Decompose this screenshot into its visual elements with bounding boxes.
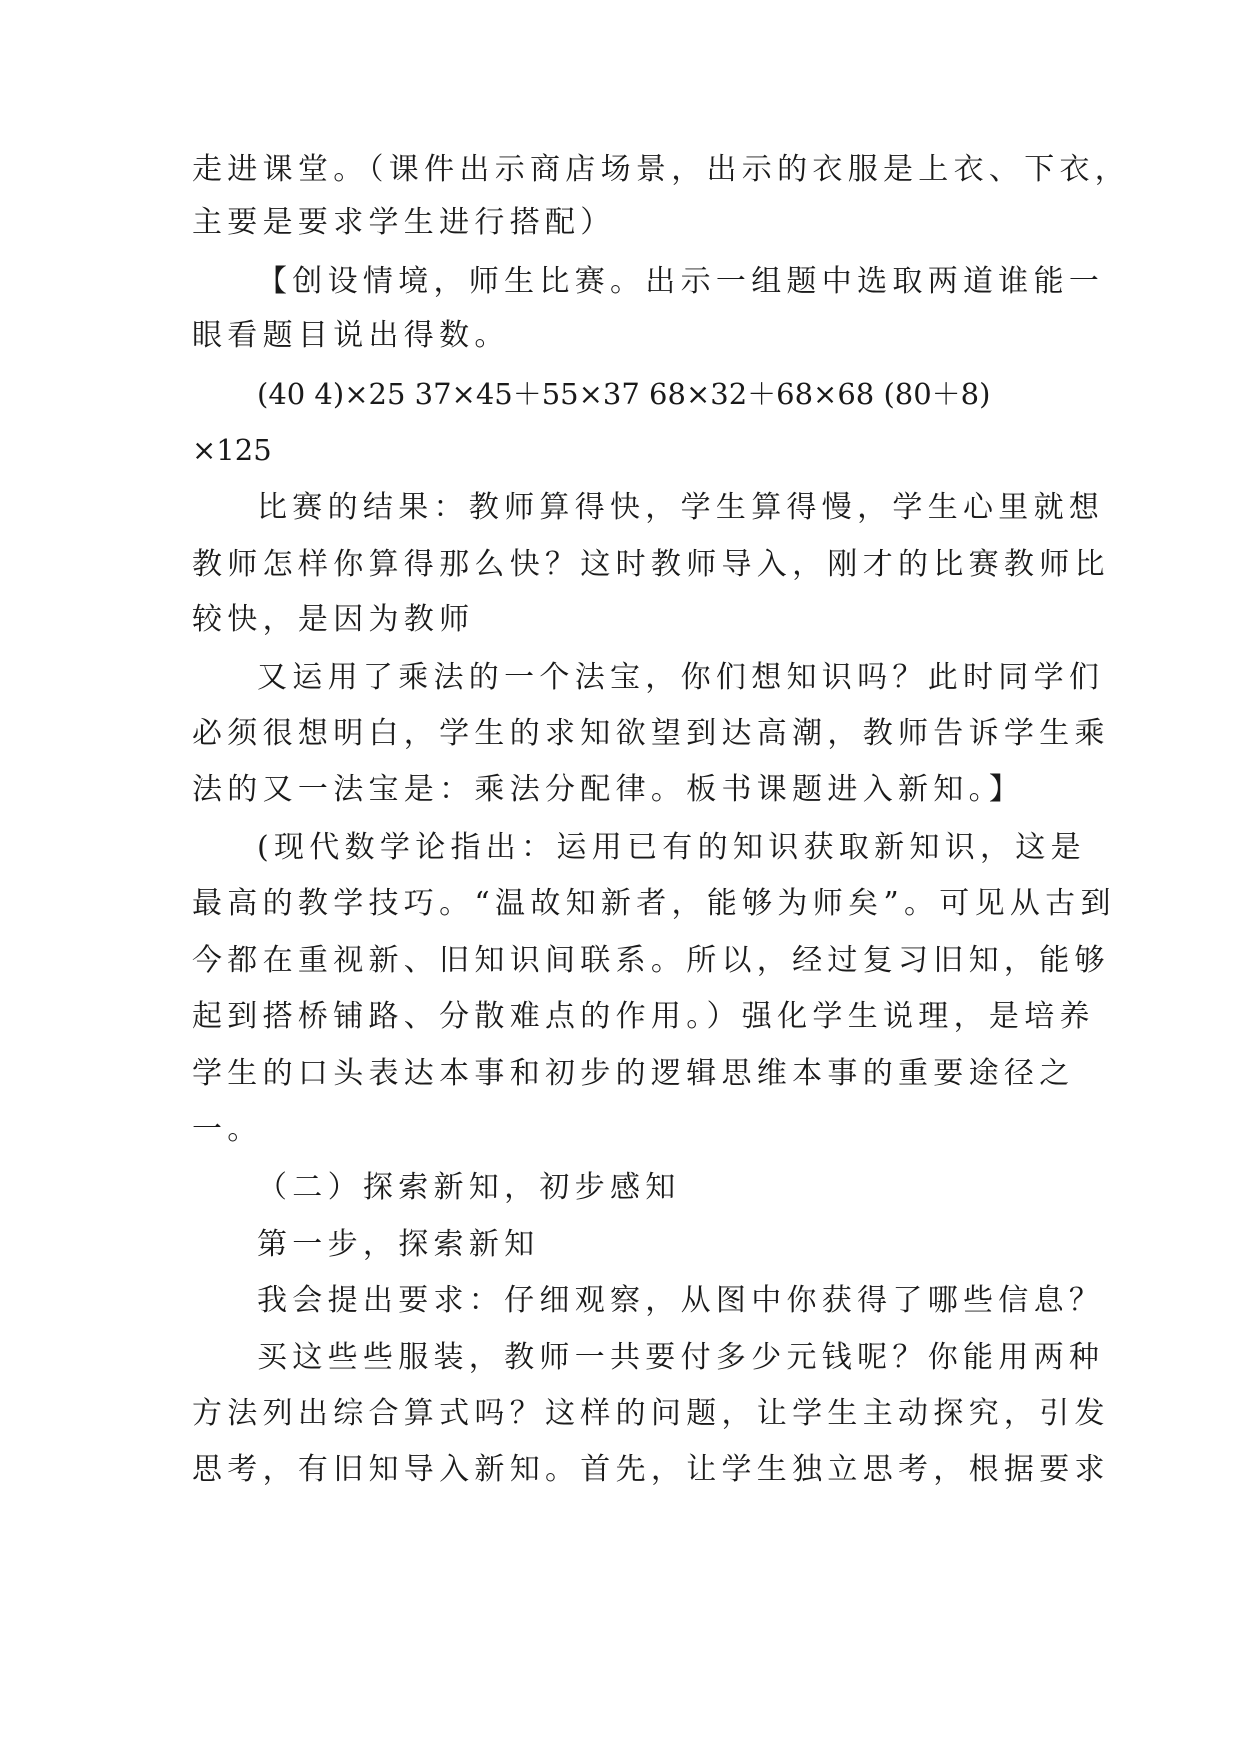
text-line: 较快，是因为教师 xyxy=(192,602,475,637)
section-heading: （二）探索新知，初步感知 xyxy=(257,1170,681,1205)
text-line: 又运用了乘法的一个法宝，你们想知识吗？此时同学们 xyxy=(257,660,1105,695)
text-line: 今都在重视新、旧知识间联系。所以，经过复习旧知，能够 xyxy=(192,943,1110,978)
text-line: 主要是要求学生进行搭配） xyxy=(192,205,616,240)
formula-line: (40 4)×25 37×45＋55×37 68×32＋68×68 (80＋8) xyxy=(257,377,991,411)
text-line: (现代数学论指出：运用已有的知识获取新知识，这是 xyxy=(257,830,1086,865)
text-line: 【创设情境，师生比赛。出示一组题中选取两道谁能一 xyxy=(257,264,1105,299)
text-line: 起到搭桥铺路、分散难点的作用。）强化学生说理，是培养 xyxy=(192,999,1095,1034)
text-line: 我会提出要求：仔细观察，从图中你获得了哪些信息？ xyxy=(257,1283,1105,1318)
text-line: 比赛的结果：教师算得快，学生算得慢，学生心里就想 xyxy=(257,490,1105,525)
text-line: 最高的教学技巧。“温故知新者，能够为师矣”。可见从古到 xyxy=(192,886,1116,921)
text-line: 眼看题目说出得数。 xyxy=(192,318,510,353)
text-line: 思考，有旧知导入新知。首先，让学生独立思考，根据要求 xyxy=(192,1452,1110,1487)
text-line: 教师怎样你算得那么快？这时教师导入，刚才的比赛教师比 xyxy=(192,547,1110,582)
text-line: 买这些些服装，教师一共要付多少元钱呢？你能用两种 xyxy=(257,1340,1105,1375)
text-line: 走进课堂。（课件出示商店场景，出示的衣服是上衣、下衣， xyxy=(192,152,1131,187)
subsection-heading: 第一步，探索新知 xyxy=(257,1227,540,1262)
text-line: 学生的口头表达本事和初步的逻辑思维本事的重要途径之 xyxy=(192,1056,1075,1091)
formula-line: ×125 xyxy=(192,433,272,467)
text-line: 必须很想明白，学生的求知欲望到达高潮，教师告诉学生乘 xyxy=(192,716,1110,751)
text-line: 法的又一法宝是：乘法分配律。板书课题进入新知。】 xyxy=(192,772,1025,807)
text-line: 方法列出综合算式吗？这样的问题，让学生主动探究，引发 xyxy=(192,1396,1110,1431)
text-line: 一。 xyxy=(192,1112,263,1147)
